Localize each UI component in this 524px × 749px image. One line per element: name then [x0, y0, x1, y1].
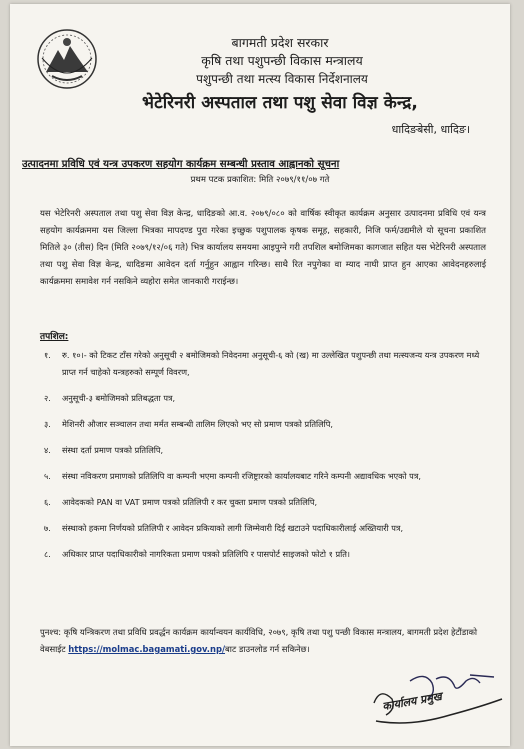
item-number: ४. [44, 445, 51, 455]
notice-title: उत्पादनमा प्रविधि एवं यन्त्र उपकरण सहयोग कार्यक्रम सम्बन्धी प्रस्ताव आह्वानको सूचना [22, 159, 340, 170]
list-item [44, 442, 486, 459]
item-number: २. [44, 393, 51, 403]
item-number: ८. [44, 549, 51, 559]
directorate-name: पशुपन्छी तथा मत्स्य विकास निर्देशनालय [196, 72, 368, 86]
terms-heading: तपशिल: [40, 332, 69, 342]
list-item [44, 520, 486, 537]
item-number: ३. [44, 419, 51, 429]
postscript-text: पुनश्च: कृषि यन्त्रिकरण तथा प्रविधि प्रवर्द्धन कार्यक्रम कार्यान्वयन कार्यविधि, २०७९, कृषि तथा पशु पन्छी विकास मन्त्रालय, बागमती प्रदेश हेटौंडाको वेबसाईट [40, 627, 478, 654]
province-name: बागमती प्रदेश सरकार [231, 35, 329, 50]
item-text: संस्थाको हकमा निर्णयको प्रतिलिपी र आवेदन प्रकियाको लागी जिम्मेवारी दिई खटाउने पदाधिकारीलाई अख्तियारी पत्र, [62, 523, 404, 533]
list-item [44, 546, 486, 563]
item-number: ७. [44, 523, 51, 533]
item-text: अनुसूची-३ बमोजिमको प्रतिबद्धता पत्र, [62, 393, 176, 403]
item-number: ५. [44, 471, 51, 481]
postscript [40, 624, 488, 658]
ministry-name: कृषि तथा पशुपन्छी विकास मन्त्रालय [201, 53, 363, 68]
item-text: अधिकार प्राप्त पदाधिकारीको नागरिकता प्रमाण पत्रको प्रतिलिपि र पासपोर्ट साइजको फोटो १ प्रति। [62, 549, 351, 559]
office-chief-stamp: कार्यालय प्रमुख [381, 689, 443, 714]
item-number: १. [44, 350, 51, 360]
item-text: संस्था नविकरण प्रमाणको प्रतिलिपि वा कम्पनी भएमा कम्पनी रजिष्ट्रारको कार्यालयबाट गरिने कम्पनी अद्यावधिक भएको पत्र, [62, 471, 421, 481]
postscript-text-end: बाट डाउनलोड गर्न सकिनेछ। [225, 644, 310, 654]
item-text: रु. १०।- को टिकट टाँस गरेको अनुसूची २ बमोजिमको निवेदनमा अनुसूची-६ को (ख) मा उल्लेखित पशुपन्छी तथा मत्स्यजन्य यन्त्र उपकरण मध्ये प्राप्त गर्न चाहेको यन्त्रहरुको सम्पूर्ण विवरण, [62, 350, 480, 377]
item-text: आवेदकको PAN वा VAT प्रमाण पत्रको प्रतिलिपी र कर चुक्ता प्रमाण पत्रको प्रतिलिपि, [62, 497, 318, 507]
requirements-list [44, 347, 486, 572]
list-item [44, 494, 486, 511]
list-item [44, 416, 486, 433]
item-text: संस्था दर्ता प्रमाण पत्रको प्रतिलिपि, [62, 445, 164, 455]
list-item [44, 390, 486, 407]
ministry-website-link[interactable]: https://molmac.bagamati.gov.np/ [68, 644, 226, 654]
item-number: ६. [44, 497, 51, 507]
office-name: भेटेरिनरी अस्पताल तथा पशु सेवा विज्ञ केन्द्र, [142, 93, 418, 113]
notice-page [10, 4, 510, 746]
notice-body: यस भेटेरिनरी अस्पताल तथा पशु सेवा विज्ञ केन्द्र, धादिङको आ.व. २०७९/०८० को वार्षिक स्वीकृत कार्यक्रम अनुसार उत्पादनमा प्रविधि एवं यन्त्र सहयोग कार्यक्रममा यस जिल्ला भित्रका मापदण्ड पुरा गरेका इच्छुक पशुपालक कृषक समूह, सहकारी, निजि फर्म/उद्यमीले यो सूचना प्रकाशित मितिले ३० (तीस) दिन (मिति २०७९/१२/०६ गते) भित्र कार्यालय समयमा आइपुग्ने गरी तपशिल बमोजिमका कागजात सहित यस भेटेरिनरी अस्पताल तथा पशु सेवा विज्ञ केन्द्र, धादिङमा आवेदन दर्ता गर्नुहुन आह्वान गरिन्छ। साथै रित नपुगेका वा म्याद नाघी प्राप्त हुन आएका आवेदनहरुलाई कार्यक्रममा समावेश गर्न नसकिने व्यहोरा समेत जानकारी गराईन्छ। [40, 209, 486, 287]
publication-date: प्रथम पटक प्रकाशित: मिति २०७९/११/०७ गते [190, 175, 330, 185]
list-item [44, 347, 486, 381]
item-text: मेशिनरी औजार सञ्चालन तथा मर्मत सम्बन्धी तालिम लिएको भए सो प्रमाण पत्रको प्रतिलिपि, [62, 419, 334, 429]
office-location: धादिङबेसी, धादिङ। [391, 123, 470, 136]
list-item [44, 468, 486, 485]
